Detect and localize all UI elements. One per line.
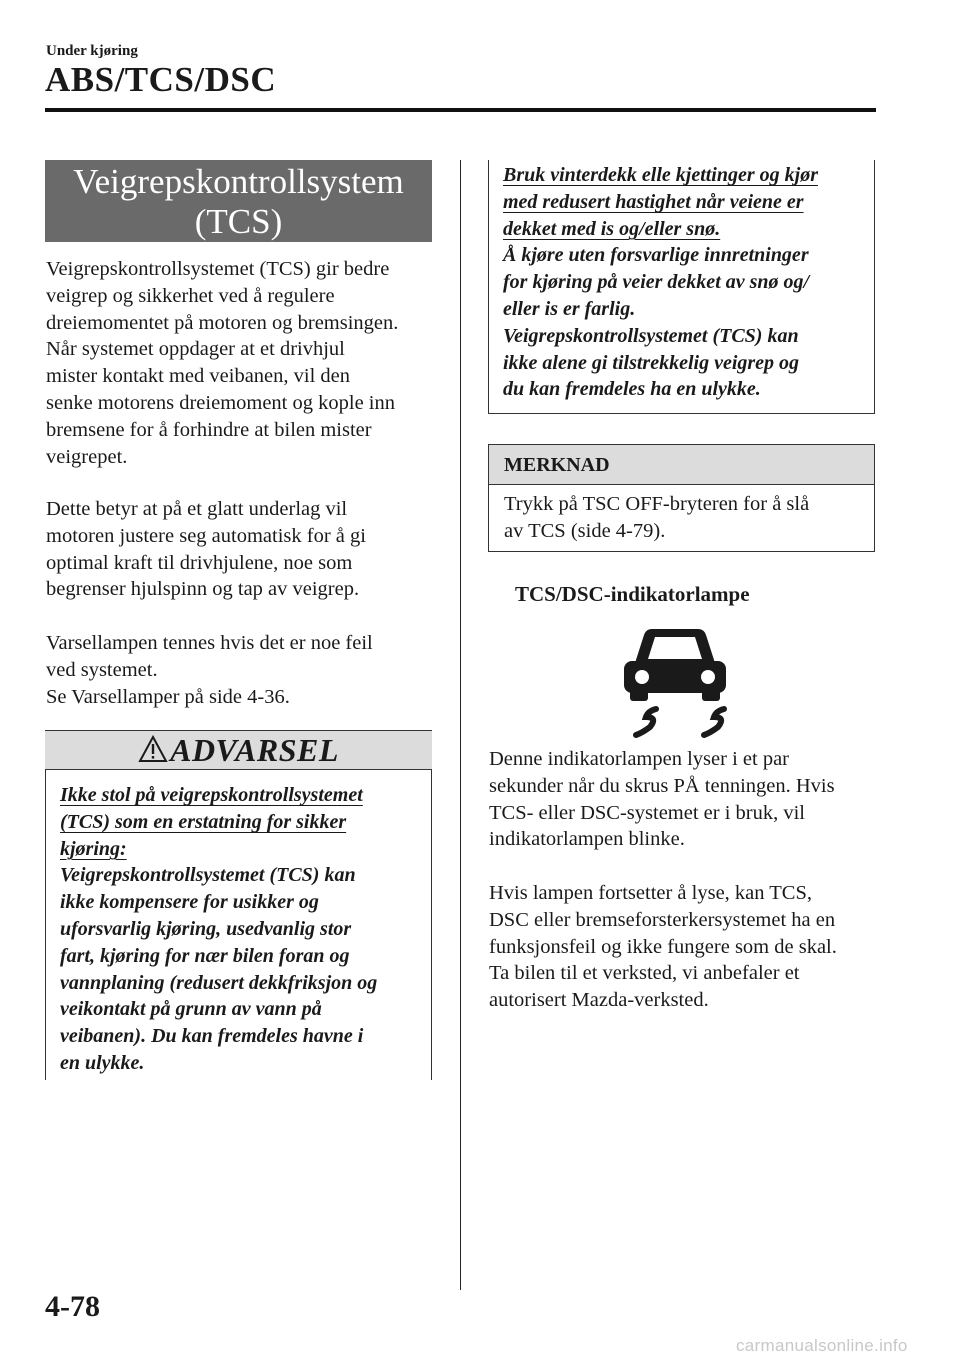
text-line: optimal kraft til drivhjulene, noe som bbox=[46, 551, 353, 574]
text-line: veigrep og sikkerhet ved å regulere bbox=[46, 284, 335, 307]
text-line: DSC eller bremseforsterkersystemet ha en bbox=[489, 908, 836, 931]
text-line: Bruk vinterdekk elle kjettinger og kjør bbox=[503, 164, 818, 186]
text-line: dreiemomentet på motoren og bremsingen. bbox=[46, 311, 399, 334]
malfunction-paragraph bbox=[489, 880, 889, 1014]
text-line: (TCS) som en erstatning for sikker bbox=[60, 810, 347, 833]
text-line: Dette betyr at på et glatt underlag vil bbox=[46, 498, 348, 520]
text-line: Se Varsellamper på side 4-36. bbox=[46, 685, 290, 708]
text-line: Ta bilen til et verksted, vi anbefaler et bbox=[489, 962, 800, 985]
text-line: veikontakt på grunn av vann på bbox=[60, 998, 322, 1021]
skidding-car-icon bbox=[618, 623, 734, 746]
text-line: autorisert Mazda-verksted. bbox=[489, 989, 709, 1012]
text-line: Denne indikatorlampen lyser i et par bbox=[489, 748, 789, 770]
text-line: Å kjøre uten forsvarlige innretninger bbox=[503, 244, 809, 267]
column-divider bbox=[460, 160, 461, 1290]
intro-paragraph bbox=[46, 256, 446, 470]
text-line: med redusert hastighet når veiene er bbox=[503, 190, 804, 213]
text-line: veibanen). Du kan fremdeles havne i bbox=[60, 1025, 364, 1048]
header-rule bbox=[45, 108, 876, 112]
warning-label: ADVARSEL bbox=[170, 732, 339, 768]
cont-border-bottom bbox=[488, 413, 875, 414]
chapter-title: ABS/TCS/DSC bbox=[45, 60, 277, 99]
warning-triangle-icon bbox=[138, 735, 168, 763]
text-line: senke motorens dreiemoment og kople inn bbox=[46, 391, 395, 414]
text-line: Veigrepskontrollsystemet (TCS) gir bedre bbox=[46, 258, 390, 280]
text-line: bremsene for å forhindre at bilen mister bbox=[46, 418, 372, 441]
text-line: ved systemet. bbox=[46, 658, 158, 681]
text-line: ikke kompensere for usikker og bbox=[60, 891, 319, 914]
cont-border-right bbox=[874, 160, 875, 414]
text-line: sekunder når du skrus PÅ tenningen. Hvis bbox=[489, 774, 835, 797]
warning-border-right bbox=[431, 770, 432, 1080]
text-line: begrenser hjulspinn og tap av veigrep. bbox=[46, 578, 360, 601]
text-line: av TCS (side 4-79). bbox=[504, 519, 666, 542]
text-line: kjøring: bbox=[60, 837, 127, 860]
topic-title-box bbox=[45, 160, 432, 242]
text-line: indikatorlampen blinke. bbox=[489, 828, 685, 851]
page-number: 4-78 bbox=[45, 1290, 100, 1323]
indicator-title: TCS/DSC-indikatorlampe bbox=[515, 582, 750, 606]
text-line: en ulykke. bbox=[60, 1051, 145, 1074]
text-line: mister kontakt med veibanen, vil den bbox=[46, 365, 351, 388]
text-line: fart, kjøring for nær bilen foran og bbox=[60, 944, 350, 967]
warning-continued-text bbox=[503, 162, 865, 403]
text-line: vannplaning (redusert dekkfriksjon og bbox=[60, 971, 378, 994]
text-line: dekket med is og/eller snø. bbox=[503, 217, 721, 240]
slippery-surface-paragraph bbox=[46, 496, 446, 603]
text-line: veigrepet. bbox=[46, 445, 128, 468]
warning-header bbox=[45, 730, 432, 770]
cont-border-left bbox=[488, 160, 489, 414]
warning-text bbox=[60, 782, 425, 1077]
text-line: Varsellampen tennes hvis det er noe feil bbox=[46, 632, 373, 654]
text-line: ikke alene gi tilstrekkelig veigrep og bbox=[503, 351, 800, 374]
indicator-paragraph bbox=[489, 746, 889, 853]
warning-lamp-paragraph bbox=[46, 630, 446, 710]
text-line: for kjøring på veier dekket av snø og/ bbox=[503, 271, 810, 294]
warning-continued-box bbox=[488, 160, 875, 414]
topic-title-line-2: (TCS) bbox=[194, 202, 283, 241]
text-line: TCS- eller DSC-systemet er i bruk, vil bbox=[489, 801, 805, 824]
text-line: eller is er farlig. bbox=[503, 297, 636, 320]
text-line: du kan fremdeles ha en ulykke. bbox=[503, 378, 761, 401]
text-line: Trykk på TSC OFF-bryteren for å slå bbox=[504, 493, 810, 515]
text-line: uforsvarlig kjøring, usedvanlig stor bbox=[60, 917, 352, 940]
text-line: Veigrepskontrollsystemet (TCS) kan bbox=[60, 864, 356, 887]
watermark: carmanualsonline.info bbox=[736, 1336, 908, 1355]
text-line: funksjonsfeil og ikke fungere som de skal. bbox=[489, 935, 837, 958]
text-line: motoren justere seg automatisk for å gi bbox=[46, 524, 366, 547]
topic-title-line-1: Veigrepskontrollsystem bbox=[73, 162, 404, 201]
note-text bbox=[504, 491, 864, 545]
warning-box bbox=[45, 730, 432, 1080]
note-box bbox=[488, 444, 875, 552]
text-line: Veigrepskontrollsystemet (TCS) kan bbox=[503, 324, 799, 347]
text-line: Hvis lampen fortsetter å lyse, kan TCS, bbox=[489, 882, 813, 904]
text-line: Ikke stol på veigrepskontrollsystemet bbox=[60, 784, 363, 806]
note-header: MERKNAD bbox=[489, 445, 874, 485]
section-label: Under kjøring bbox=[46, 43, 138, 59]
text-line: Når systemet oppdager at et drivhjul bbox=[46, 338, 345, 361]
warning-border-left bbox=[45, 770, 46, 1080]
